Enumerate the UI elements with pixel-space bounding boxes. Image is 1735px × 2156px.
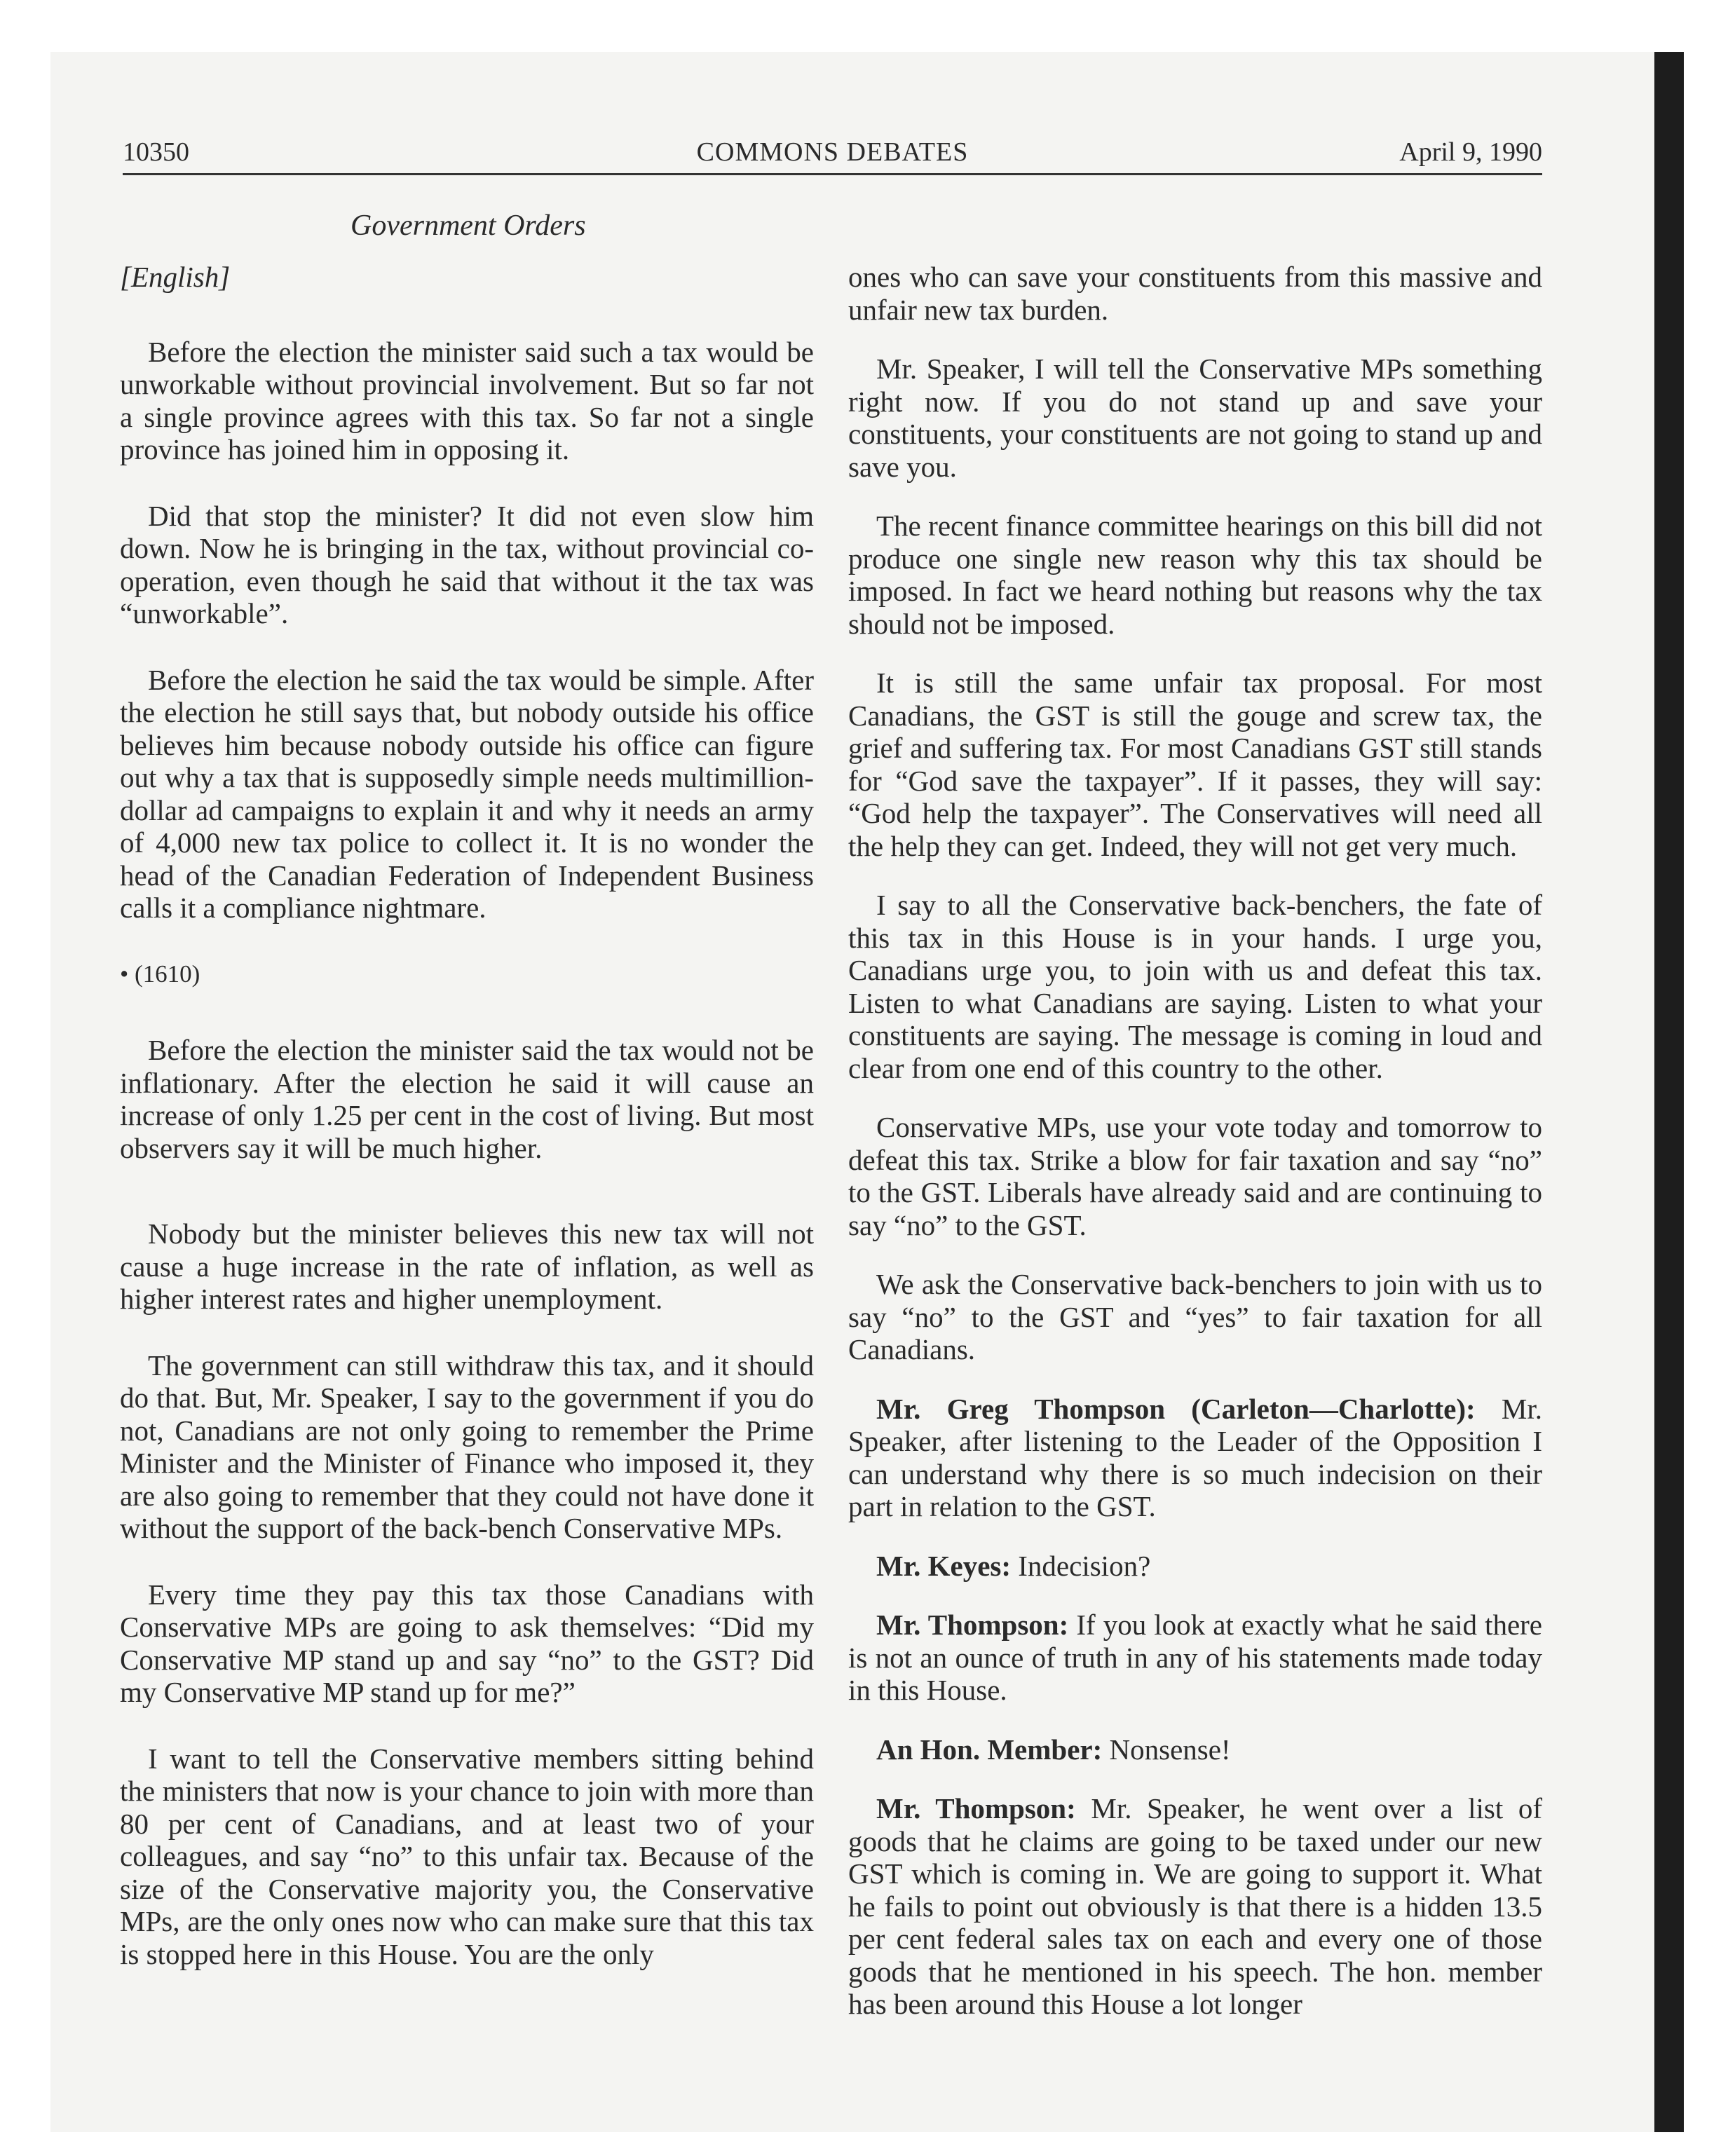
publication-title: COMMONS DEBATES	[696, 137, 969, 167]
speech-thompson-2	[848, 1609, 1542, 1707]
paragraph: Mr. Speaker, I will tell the Conservative MPs something right now. If you do not stand up and save your constituents, your constituents are not going to stand up and save you.	[848, 353, 1542, 483]
speech-thompson-3	[848, 1792, 1542, 2021]
speaker-name: Mr. Thompson:	[876, 1792, 1076, 1824]
speaker-name: Mr. Thompson:	[876, 1609, 1069, 1641]
paragraph: Nobody but the minister believes this new tax will not cause a huge increase in the rate of inflation, as well as higher interest rates and higher unemployment.	[120, 1217, 814, 1315]
running-header	[123, 135, 1542, 177]
speech-text: Mr. Speaker, after listening to the Leader of the Opposition I can understand why there is so much indecision on their part in relation to the GST.	[848, 1392, 1542, 1522]
header-rule	[123, 173, 1542, 175]
paragraph: Conservative MPs, use your vote today and tomorrow to defeat this tax. Strike a blow for fair taxation and say “no” to the GST. Liberals have already said and are continuing to say “no” to the GST.	[848, 1111, 1542, 1241]
left-column	[120, 261, 814, 2004]
page-number: 10350	[123, 137, 189, 167]
speech-text: Nonsense!	[1102, 1733, 1231, 1766]
paragraph: Before the election the minister said such a tax would be unworkable without provincial involvement. But so far not a single province agrees with this tax. So far not a single province has joined him in opposing it.	[120, 335, 814, 465]
paragraph: I want to tell the Conservative members sitting behind the ministers that now is your chance to join with more than 80 per cent of Canadians, and at least two of your colleagues, and say “no” to this unfair tax. Because of the size of the Conservative majority you, the Conservative MPs, are the only ones now who can make sure that this tax is stopped here in this House. You are the only	[120, 1742, 814, 1970]
speech-hon-member	[848, 1733, 1542, 1766]
paragraph: Before the election he said the tax would be simple. After the election he still says that, but nobody outside his office believes him because nobody outside his office can figure out why a tax that is supposedly simple needs multimillion-dollar ad campaigns to explain it and why it needs an army of 4,000 new tax police to collect it. It is no wonder the head of the Canadian Federation of Independent Business calls it a compliance nightmare.	[120, 663, 814, 924]
paragraph: Did that stop the minister? It did not even slow him down. Now he is bringing in the tax, without provincial co-operation, even though he said that without it the tax was “unworkable”.	[120, 499, 814, 629]
paragraph: Before the election the minister said the tax would not be inflationary. After the election he said it will cause an increase of only 1.25 per cent in the cost of living. But most observers say it will be much higher.	[120, 1034, 814, 1164]
speech-text: Mr. Speaker, he went over a list of goods that he claims are going to be taxed under our new GST which is coming in. We are going to support it. What he fails to point out obviously is that there is a hidden 13.5 per cent federal sales tax on each and every one of those goods that he mentioned in his speech. The hon. member has been around this House a lot longer	[848, 1792, 1542, 2020]
speech-text: Indecision?	[1011, 1549, 1151, 1582]
speaker-name: Mr. Greg Thompson (Carleton—Charlotte):	[876, 1392, 1476, 1425]
language-tag: [English]	[120, 261, 231, 293]
sitting-date: April 9, 1990	[1399, 137, 1542, 167]
time-marker: • (1610)	[120, 960, 200, 988]
right-column	[848, 261, 1542, 2047]
speaker-name: An Hon. Member:	[876, 1733, 1103, 1766]
scan-binding-edge	[1654, 52, 1684, 2132]
section-heading: Government Orders	[351, 210, 586, 242]
speech-thompson-1	[848, 1393, 1542, 1523]
paragraph: The recent finance committee hearings on this bill did not produce one single new reason why this tax should be imposed. In fact we heard nothing but reasons why the tax should not be imposed.	[848, 510, 1542, 640]
speech-text: If you look at exactly what he said there is not an ounce of truth in any of his statements made today in this House.	[848, 1609, 1542, 1706]
paragraph: It is still the same unfair tax proposal. For most Canadians, the GST is still the gouge and screw tax, the grief and suffering tax. For most Canadians GST still stands for “God save the taxpayer”. If it passes, they will say: “God help the taxpayer”. The Conservatives will need all the help they can get. Indeed, they will not get very much.	[848, 667, 1542, 862]
paragraph: The government can still withdraw this tax, and it should do that. But, Mr. Speaker, I say to the government if you do not, Canadians are not only going to remember the Prime Minister and the Minister of Finance who imposed it, they are also going to remember that they could not have done it without the support of the back-bench Conservative MPs.	[120, 1349, 814, 1544]
paragraph: ones who can save your constituents from this massive and unfair new tax burden.	[848, 261, 1542, 326]
speech-keyes	[848, 1550, 1542, 1583]
paragraph: We ask the Conservative back-benchers to join with us to say “no” to the GST and “yes” to fair taxation for all Canadians.	[848, 1268, 1542, 1365]
paragraph: I say to all the Conservative back-benchers, the fate of this tax in this House is in your hands. I urge you, Canadians urge you, to join with us and defeat this tax. Listen to what Canadians are saying. Listen to what your constituents are saying. The message is coming in loud and clear from one end of this country to the other.	[848, 889, 1542, 1084]
speaker-name: Mr. Keyes:	[876, 1549, 1012, 1582]
paragraph: Every time they pay this tax those Canadians with Conservative MPs are going to ask themselves: “Did my Conservative MP stand up and say “no” to the GST? Did my Conservative MP stand up for me?”	[120, 1578, 814, 1708]
